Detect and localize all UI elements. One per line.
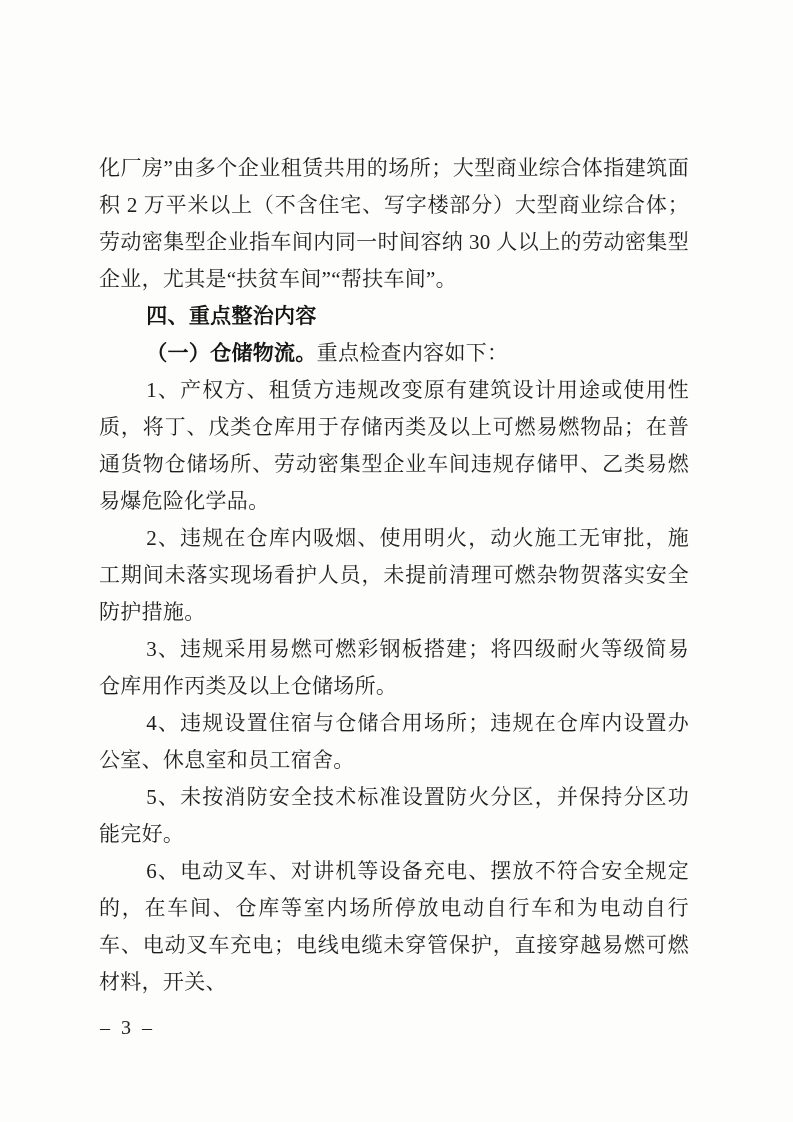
item-paragraph-3: 3、违规采用易燃可燃彩钢板搭建；将四级耐火等级简易仓库用作丙类及以上仓储场所。 bbox=[99, 637, 689, 698]
item-paragraph-2: 2、违规在仓库内吸烟、使用明火，动火施工无审批，施工期间未落实现场看护人员，未提前清理可燃杂物贺落实安全防护措施。 bbox=[99, 526, 689, 624]
paragraph-definitions-continuation: 化厂房”由多个企业租赁共用的场所；大型商业综合体指建筑面积 2 万平米以上（不含住宅、写字楼部分）大型商业综合体；劳动密集型企业指车间内同一时间容纳 30 人以上的劳动密集型企业，尤其是“扶贫车间”“帮扶车间”。 bbox=[99, 156, 689, 291]
section-heading: 四、重点整治内容 bbox=[146, 304, 317, 328]
page-number: – 3 – bbox=[100, 1017, 155, 1039]
item-paragraph-4: 4、违规设置住宿与仓储合用场所；违规在仓库内设置办公室、休息室和员工宿舍。 bbox=[99, 711, 689, 772]
item-paragraph-5: 5、未按消防安全技术标准设置防火分区，并保持分区功能完好。 bbox=[99, 785, 689, 846]
document-body bbox=[99, 150, 689, 1001]
item-paragraph-6: 6、电动叉车、对讲机等设备充电、摆放不符合安全规定的，在车间、仓库等室内场所停放电动自行车和为电动自行车、电动叉车充电；电线电缆未穿管保护，直接穿越易燃可燃材料，开关、 bbox=[99, 859, 689, 994]
subsection-lead-text: 重点检查内容如下： bbox=[316, 341, 509, 365]
item-paragraph-1: 1、产权方、租赁方违规改变原有建筑设计用途或使用性质，将丁、戊类仓库用于存储丙类及以上可燃易燃物品；在普通货物仓储场所、劳动密集型企业车间违规存储甲、乙类易燃易爆危险化学品。 bbox=[99, 378, 689, 513]
subsection-lead-paragraph bbox=[99, 335, 689, 372]
subsection-title: （一）仓储物流。 bbox=[146, 341, 317, 365]
